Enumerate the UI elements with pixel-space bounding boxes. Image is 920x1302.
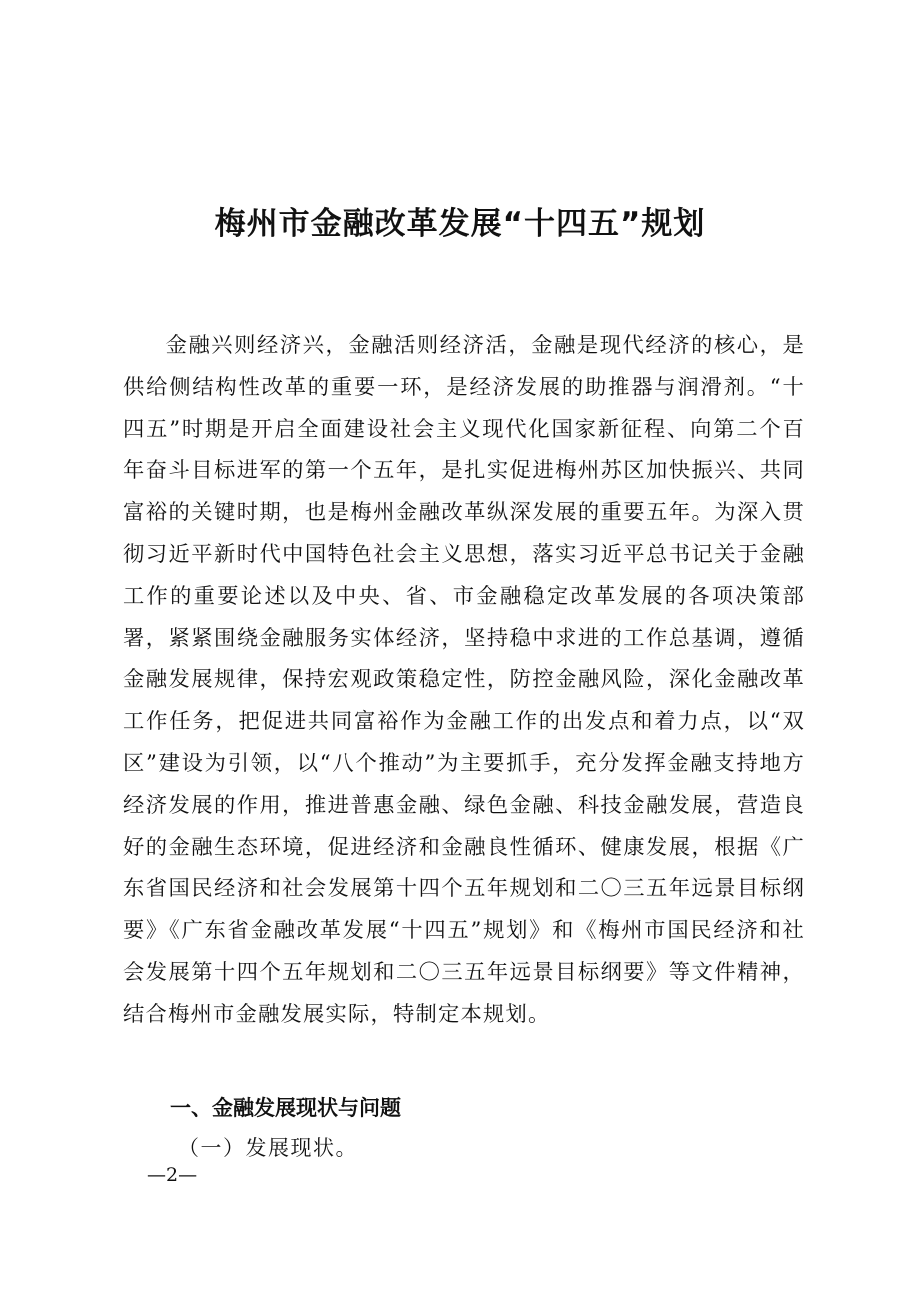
- intro-paragraph: 金融兴则经济兴，金融活则经济活，金融是现代经济的核心，是供给侧结构性改革的重要一环，是经济发展的助推器与润滑剂。“十四五”时期是开启全面建设社会主义现代化国家新征程、向第二个百年奋斗目标进军的第一个五年，是扎实促进梅州苏区加快振兴、共同富裕的关键时期，也是梅州金融改革纵深发展的重要五年。为深入贯彻习近平新时代中国特色社会主义思想，落实习近平总书记关于金融工作的重要论述以及中央、省、市金融稳定改革发展的各项决策部署，紧紧围绕金融服务实体经济，坚持稳中求进的工作总基调，遵循金融发展规律，保持宏观政策稳定性，防控金融风险，深化金融改革工作任务，把促进共同富裕作为金融工作的出发点和着力点，以“双区”建设为引领，以“八个推动”为主要抓手，充分发挥金融支持地方经济发展的作用，推进普惠金融、绿色金融、科技金融发展，营造良好的金融生态环境，促进经济和金融良性循环、健康发展，根据《广东省国民经济和社会发展第十四个五年规划和二〇三五年远景目标纲要》《广东省金融改革发展“十四五”规划》和《梅州市国民经济和社会发展第十四个五年规划和二〇三五年远景目标纲要》等文件精神，结合梅州市金融发展实际，特制定本规划。: [123, 333, 805, 1027]
- document-title: 梅州市金融改革发展“十四五”规划: [214, 206, 706, 242]
- subsection-heading: （一）发展现状。: [178, 1136, 358, 1160]
- section-heading: 一、金融发展现状与问题: [170, 1096, 401, 1120]
- page-number: —2—: [147, 1164, 198, 1186]
